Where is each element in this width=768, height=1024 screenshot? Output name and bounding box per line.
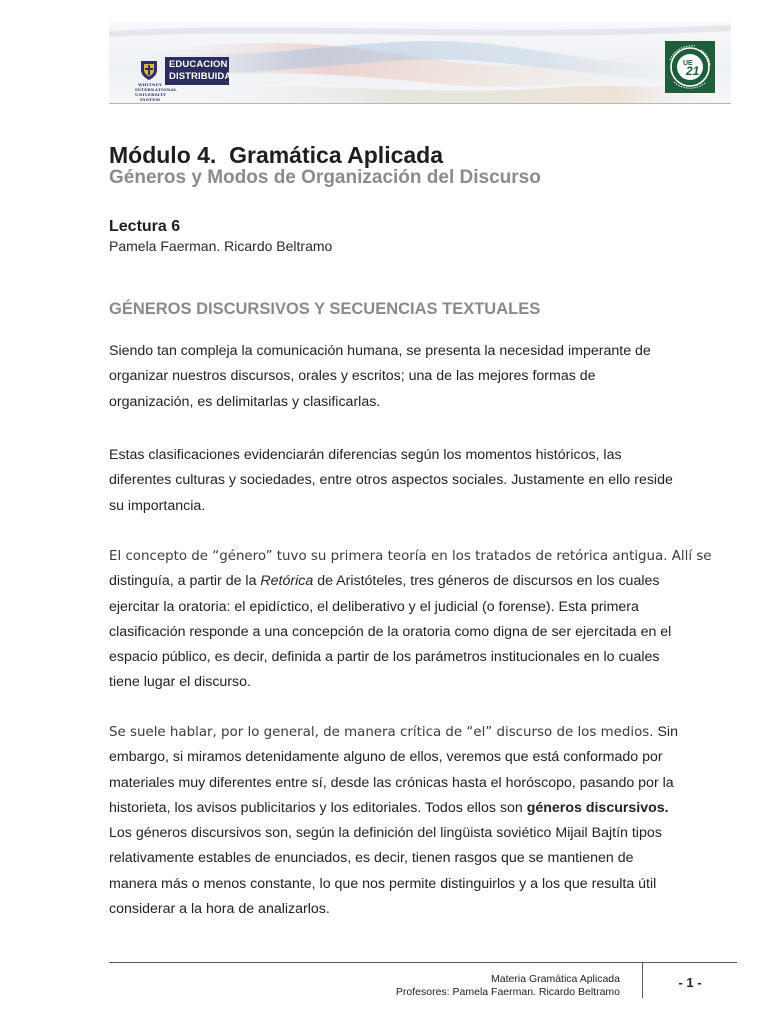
paragraph-line: organización, es delimitarlas y clasificarlas. <box>109 393 381 410</box>
paragraph-line: manera más o menos constante, lo que nos permite distinguirlos y a los que resulta útil <box>109 875 657 892</box>
paragraph-line: considerar a la hora de analizarlos. <box>109 901 330 918</box>
paragraph-line: Estas clasificaciones evidenciarán diferencias según los momentos históricos, las <box>109 447 622 463</box>
crest-line-3: UNIVERSITY SYSTEM <box>135 92 167 102</box>
text-run: de Aristóteles, tres géneros de discursos en los cuales <box>313 573 660 590</box>
paragraph-line: tiene lugar el discurso. <box>109 674 251 691</box>
footer-vertical-rule <box>642 962 643 998</box>
paragraph-line: clasificación responde a una concepción de la oratoria como digna de ser ejercitada en el <box>109 623 672 640</box>
paragraph-line <box>109 569 731 594</box>
retorica-title: Retórica <box>260 573 314 590</box>
footer-professors: Profesores: Pamela Faerman. Ricardo Beltramo <box>395 986 620 998</box>
paragraph-line: organizar nuestros discursos, orales y escritos; una de las mejores formas de <box>109 368 596 385</box>
paragraph-line: El concepto de “género” tuvo su primera teoría en los tratados de retórica antigua. Allí se <box>109 549 712 564</box>
paragraph-line: relativamente estables de enunciados, es decir, tienen rasgos que se mantienen de <box>109 850 634 867</box>
crest-caption <box>135 82 177 102</box>
svg-text:21: 21 <box>686 64 700 78</box>
crest-line-1: WHITNEY <box>137 82 163 87</box>
paragraph-line: espacio público, es decir, definida a partir de los parámetros institucionales en lo cuales <box>109 649 660 666</box>
header-divider <box>109 103 731 104</box>
text-run: historieta, los avisos publicitarios y los editoriales. Todos ellos son <box>109 799 527 816</box>
paragraph-line: embargo, si miramos detenidamente alguno de ellos, veremos que está conformado por <box>109 749 663 766</box>
text-run: Se suele hablar, por lo general, de manera crítica de “el” discurso de los medios. <box>109 725 654 740</box>
section-heading: GÉNEROS DISCURSIVOS Y SECUENCIAS TEXTUALES <box>109 300 541 318</box>
page-number: - 1 - <box>678 975 702 990</box>
text-run: distinguía, a partir de la <box>109 573 261 590</box>
paragraph-line: Los géneros discursivos son, según la definición del lingüista soviético Mijail Bajtín tipos <box>109 825 662 842</box>
reading-label: Lectura 6 <box>109 218 181 235</box>
page-title: Módulo 4. Gramática Aplicada <box>109 142 444 168</box>
header-banner <box>109 22 731 104</box>
university-crest-icon <box>138 59 160 81</box>
paragraph-line <box>109 720 731 745</box>
educacion-distribuida-logo <box>165 57 232 85</box>
paragraph-line: materiales muy diferentes entre sí, desde las crónicas hasta el horóscopo, pasando por la <box>109 774 674 791</box>
ue21-logo-icon <box>665 41 715 93</box>
paragraph-3 <box>109 544 731 696</box>
logo-line-1: EDUCACION <box>169 59 228 70</box>
text-run: Sin <box>653 724 678 740</box>
paragraph-line: Siendo tan compleja la comunicación humana, se presenta la necesidad imperante de <box>109 343 651 359</box>
paragraph-line: su importancia. <box>109 497 206 514</box>
paragraph-line: diferentes culturas y sociedades, entre otros aspectos sociales. Justamente en ello reside <box>109 472 673 489</box>
generos-discursivos-term: géneros discursivos. <box>526 799 669 816</box>
page-subtitle: Géneros y Modos de Organización del Discurso <box>109 167 541 188</box>
crest-line-2: INTERNATIONAL <box>135 87 177 92</box>
footer-course: Materia Gramática Aplicada <box>491 973 620 985</box>
paragraph-2 <box>109 443 731 519</box>
paragraph-line: ejercitar la oratoria: el epidíctico, el deliberativo y el judicial (o forense). Esta primera <box>109 598 639 615</box>
paragraph-1 <box>109 339 731 415</box>
authors: Pamela Faerman. Ricardo Beltramo <box>109 238 333 254</box>
paragraph-line <box>109 796 731 821</box>
footer-info <box>396 973 620 999</box>
svg-text:UE: UE <box>683 60 693 67</box>
paragraph-4 <box>109 720 731 922</box>
logo-line-2: DISTRIBUIDA <box>169 71 232 82</box>
